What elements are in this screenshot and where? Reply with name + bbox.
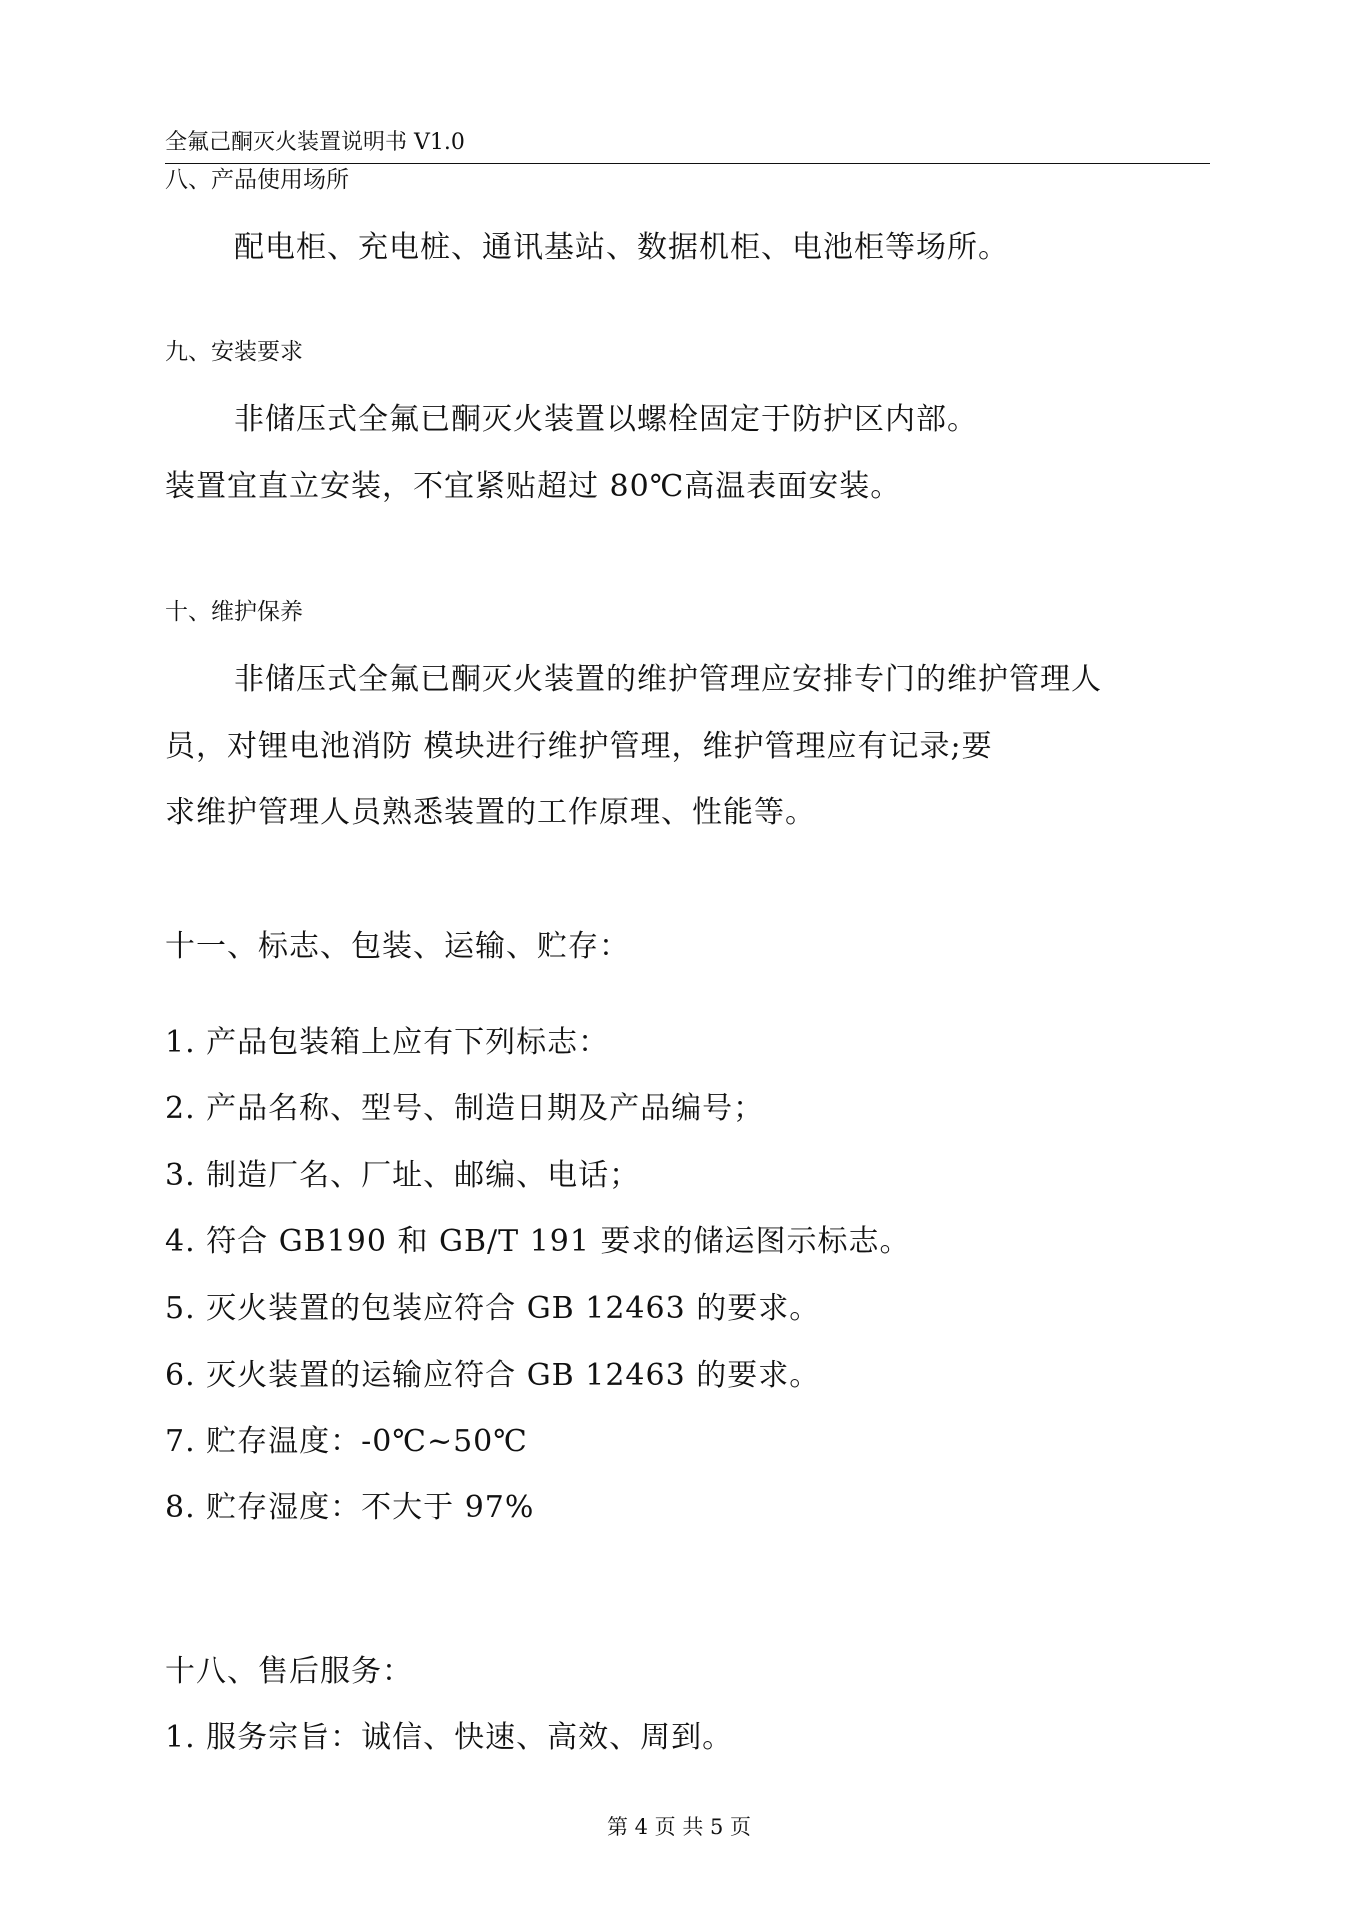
section-9-heading: 九、安装要求 [165,339,303,365]
page-header: 全氟己酮灭火装置说明书 V1.0 [165,130,465,155]
list-item: 7. 贮存温度：-0℃~50℃ [165,1424,528,1459]
list-item: 6. 灭火装置的运输应符合 GB 12463 的要求。 [165,1358,821,1393]
section-10-line-1: 非储压式全氟已酮灭火装置的维护管理应安排专门的维护管理人 [234,662,1102,697]
section-11-heading: 十一、标志、包装、运输、贮存： [165,929,630,964]
section-10-line-2: 员，对锂电池消防 模块进行维护管理，维护管理应有记录;要 [165,729,993,764]
section-18-heading: 十八、售后服务： [165,1654,413,1689]
page-footer: 第 4 页 共 5 页 [606,1815,752,1839]
section-9-line-1: 非储压式全氟已酮灭火装置以螺栓固定于防护区内部。 [234,402,978,437]
section-10-line-3: 求维护管理人员熟悉装置的工作原理、性能等。 [165,795,816,830]
list-item: 3. 制造厂名、厂址、邮编、电话； [165,1158,641,1193]
list-item: 1. 服务宗旨：诚信、快速、高效、周到。 [165,1720,734,1755]
section-8-text: 配电柜、充电桩、通讯基站、数据机柜、电池柜等场所。 [234,230,1009,265]
list-item: 1. 产品包装箱上应有下列标志： [165,1025,610,1060]
section-10-heading: 十、维护保养 [165,599,303,625]
section-9-line-2: 装置宜直立安装，不宜紧贴超过 80℃高温表面安装。 [165,469,902,504]
section-8-heading: 八、产品使用场所 [165,167,349,193]
list-item: 4. 符合 GB190 和 GB/T 191 要求的储运图示标志。 [165,1224,911,1259]
list-item: 5. 灭火装置的包装应符合 GB 12463 的要求。 [165,1291,821,1326]
list-item: 8. 贮存湿度：不大于 97% [165,1490,535,1525]
list-item: 2. 产品名称、型号、制造日期及产品编号； [165,1091,765,1126]
header-divider [165,163,1210,164]
